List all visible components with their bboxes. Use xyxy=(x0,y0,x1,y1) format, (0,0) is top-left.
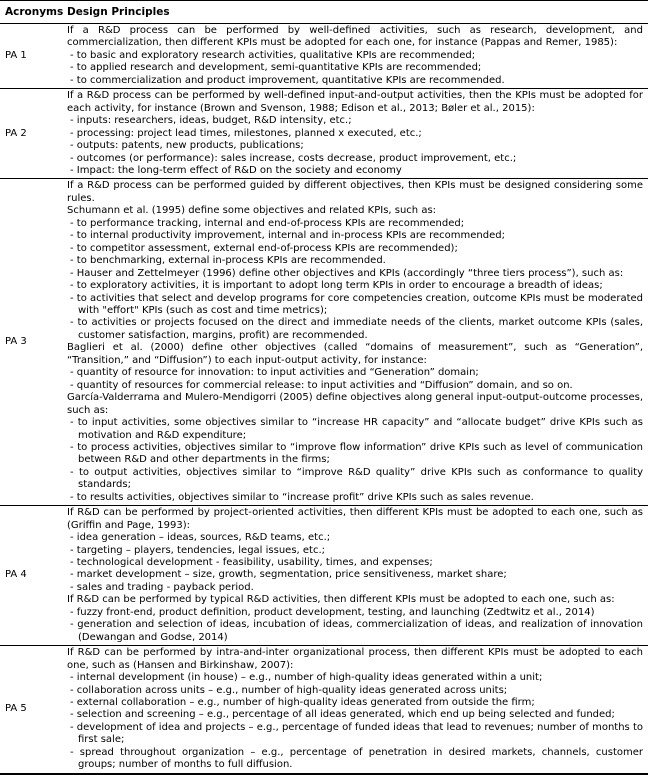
bullet-line: - to applied research and development, semi-quantitative KPIs are recommended; xyxy=(70,62,482,74)
header-row xyxy=(0,1,648,24)
acronym-label: PA 4 xyxy=(0,506,67,646)
bullet-line: - to competitor assessment, external end-of-process KPIs are recommended); xyxy=(70,242,458,254)
bullet-line: - inputs: researchers, ideas, budget, R&D intensity, etc.; xyxy=(70,115,352,127)
acronym-label: PA 3 xyxy=(0,179,67,506)
table-row xyxy=(0,24,648,89)
paragraph-line: Baglieri et al. (2000) define other objectives (called “domains of measurement”, such as “Generation”, “Transition,” and “Diffusion”) to each input-output activity, for instance: xyxy=(67,342,643,366)
table-row xyxy=(0,179,648,506)
bullet-line: - idea generation – ideas, sources, R&D teams, etc.; xyxy=(70,532,331,544)
acronym-label: PA 1 xyxy=(0,24,67,89)
table-body xyxy=(0,24,648,774)
acronym-label: PA 2 xyxy=(0,89,67,179)
table-row xyxy=(0,89,648,179)
paragraph-line: If a R&D process can be performed by well-defined input-and-output activities, then the KPIs must be adopted for each activity, for instance (Brown and Svenson, 1988; Edison et al., 2013; Bøler et al., 2015): xyxy=(67,90,643,114)
bullet-line: - market development – size, growth, segmentation, price sensitiveness, market share; xyxy=(70,569,507,581)
bullet-line: - technological development - feasibility, usability, times, and expenses; xyxy=(70,557,433,569)
bullet-line: - Hauser and Zettelmeyer (1996) define other objectives and KPIs (accordingly “three tiers process”), such as: xyxy=(70,267,624,279)
bullet-line: - development of idea and projects – e.g., percentage of funded ideas that lead to revenues; number of months to first sale; xyxy=(70,721,643,746)
bullet-line: - to performance tracking, internal and end-of-process KPIs are recommended; xyxy=(70,217,465,229)
table-row xyxy=(0,506,648,646)
bullet-line: - to basic and exploratory research activities, qualitative KPIs are recommended; xyxy=(70,49,476,61)
bullet-line: - quantity of resource for innovation: to input activities and “Generation” domain; xyxy=(70,367,479,379)
design-principle-content xyxy=(67,89,648,179)
bullet-line: - to exploratory activities, it is important to adopt long term KPIs in order to encourage a breadth of ideas; xyxy=(70,280,603,292)
column-header-design-principles: Design Principles xyxy=(67,1,648,24)
bullet-line: - fuzzy front-end, product definition, product development, testing, and launching (Zedtwitz et al., 2014) xyxy=(70,606,595,618)
bullet-line: - quantity of resources for commercial release: to input activities and “Diffusion” domain, and so on. xyxy=(70,379,573,391)
acronym-label: PA 5 xyxy=(0,646,67,774)
column-header-acronyms: Acronyms xyxy=(0,1,67,24)
bullet-line: - to activities or projects focused on the direct and immediate needs of the clients, market outcome KPIs (sales, customer satisfaction, margins, profit) are recommended. xyxy=(70,317,643,341)
bullet-line: - Impact: the long-term effect of R&D on the society and economy xyxy=(70,164,402,176)
design-principle-content xyxy=(67,24,648,89)
table-row xyxy=(0,646,648,774)
bullet-line: - to internal productivity improvement, internal and in-process KPIs are recommended; xyxy=(70,230,505,242)
bullet-line: - processing: project lead times, milestones, planned x executed, etc.; xyxy=(70,127,422,139)
bullet-line: - targeting – players, tendencies, legal issues, etc.; xyxy=(70,544,325,556)
paragraph-line: If R&D can be performed by project-oriented activities, then different KPIs must be adopted to each one, such as (Griffin and Page, 1993): xyxy=(67,507,643,531)
bullet-line: - outcomes (or performance): sales increase, costs decrease, product improvement, etc.; xyxy=(70,152,517,164)
bullet-line: - spread throughout organization – e.g., percentage of penetration in desired markets, channels, customer groups; number of months to full diffusion. xyxy=(70,746,643,771)
bullet-line: - to input activities, some objectives similar to “increase HR capacity” and “allocate budget” drive KPIs such as motivation and R&D expenditure; xyxy=(70,417,643,441)
bullet-line: - generation and selection of ideas, incubation of ideas, commercialization of ideas, and realization of innovation (Dewangan and Godse, 2014) xyxy=(70,619,643,643)
paragraph-line: García-Valderrama and Mulero-Mendigorri (2005) define objectives along general input-output-outcome processes, such as: xyxy=(67,392,643,416)
bullet-line: - to commercialization and product improvement, quantitative KPIs are recommended. xyxy=(70,74,505,86)
bullet-line: - to activities that select and develop programs for core competencies creation, outcome KPIs must be moderated with "effort" KPIs (such as cost and time metrics); xyxy=(70,292,643,316)
design-principle-content xyxy=(67,506,648,646)
bullet-line: - external collaboration – e.g., number of high-quality ideas generated from outside the firm; xyxy=(70,697,535,709)
bullet-line: - to benchmarking, external in-process KPIs are recommended. xyxy=(70,255,386,267)
paragraph-line: If R&D can be performed by intra-and-inter organizational process, then different KPIs must be adopted to each one, such as (Hansen and Birkinshaw, 2007): xyxy=(67,647,643,671)
paragraph-line: Schumann et al. (1995) define some objectives and related KPIs, such as: xyxy=(67,205,437,217)
bullet-line: - to output activities, objectives similar to “improve R&D quality” drive KPIs such as conformance to quality standards; xyxy=(70,466,643,491)
paragraph-line: If a R&D process can be performed guided by different objectives, then KPIs must be designed considering some rules. xyxy=(67,180,643,204)
bullet-line: - sales and trading - payback period. xyxy=(70,581,254,593)
bullet-line: - to process activities, objectives similar to “improve flow information” drive KPIs such as level of communication between R&D and other departments in the firms; xyxy=(70,441,643,466)
paragraph-line: If a R&D process can be performed by well-defined activities, such as research, development, and commercialization, then different KPIs must be adopted for each one, for instance (Pappas and Remer, 1985): xyxy=(67,25,643,49)
bullet-line: - to results activities, objectives similar to “increase profit” drive KPIs such as sales revenue. xyxy=(70,491,534,503)
bullet-line: - outputs: patents, new products, publications; xyxy=(70,140,304,152)
bullet-line: - selection and screening – e.g., percentage of all ideas generated, which end up being selected and funded; xyxy=(70,709,615,721)
design-principle-content xyxy=(67,646,648,774)
paragraph-line: If R&D can be performed by typical R&D activities, then different KPIs must be adopted to each one, such as: xyxy=(67,594,615,606)
design-principle-content xyxy=(67,179,648,506)
bullet-line: - collaboration across units – e.g., number of high-quality ideas generated across units; xyxy=(70,684,508,696)
bullet-line: - internal development (in house) – e.g., number of high-quality ideas generated within a unit; xyxy=(70,672,543,684)
